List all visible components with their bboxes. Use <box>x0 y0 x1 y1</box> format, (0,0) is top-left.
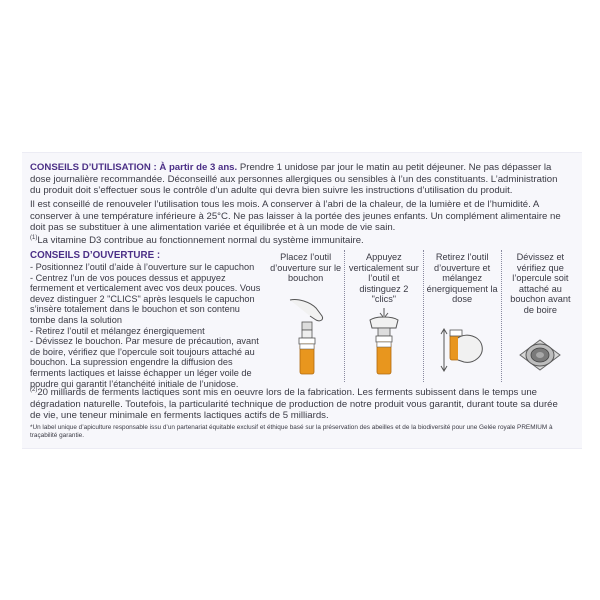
instructions-panel <box>22 152 582 449</box>
opening-step-3: - Retirez l’outil et mélangez énergiquement <box>30 325 205 336</box>
label-footnote: *Un label unique d’apiculture responsable issu d’un partenariat équitable exclusif et éthique basé sur la préservation des abeilles et de la biodiversité pour une Gelée royale PREMIUM à traçabilité garantie. <box>30 424 553 439</box>
step-1-text: Placez l’outil d’ouverture sur le bouchon <box>270 252 342 284</box>
hand-place-tool-icon <box>280 296 332 378</box>
step-press-tool <box>344 250 422 382</box>
footnote-mark-2: (2) <box>30 387 38 393</box>
usage-paragraph <box>30 162 570 197</box>
step-shake <box>423 250 501 382</box>
opening-steps-illustrated <box>267 250 579 382</box>
storage-paragraph: Il est conseillé de renouveler l’utilisation tous les mois. A conserver à l’abri de la chaleur, de la lumière et de l’humidité. A conserver à une température inférieure à 25°C. Ne pas laisser à la portée des jeunes enfants. Un complément alimentaire ne doit pas se substituer à une alimentation variée et équilibrée et à un mode de vie sain. <box>30 199 561 234</box>
ferments-text: 20 milliards de ferments lactiques sont mis en oeuvre lors de la fabrication. Les ferments subissent dans le temps une dégradation naturelle. Toutefois, la particularité technique de production de notre produit vous garantit, durant toute sa durée de vie, une teneur minimale en ferments lactiques actifs de 5 milliards. <box>30 387 558 422</box>
step-unscrew <box>501 250 579 382</box>
hand-shake-vial-icon <box>436 316 488 378</box>
hand-press-vial-icon <box>358 306 410 378</box>
step-3-text: Retirez l’outil d’ouverture et mélangez énergiquement la dose <box>426 252 498 305</box>
step-4-text: Dévissez et vérifiez que l’opercule soit attaché au bouchon avant de boire <box>510 252 571 315</box>
cap-seal-icon <box>514 332 566 378</box>
step-place-tool <box>267 250 344 382</box>
opening-instructions <box>30 262 262 389</box>
usage-text: Prendre 1 unidose par jour le matin au petit déjeuner. Ne pas dépasser la dose journalière recommandée. Déconseillé aux personnes allergiques ou sensibles à l’un des constituants. L’administration du produit doit s’effectuer sous le contrôle d’un adulte qui devra bien suivre les instructions d’utilisation du produit. <box>30 162 558 197</box>
opening-step-4: - Dévissez le bouchon. Par mesure de précaution, avant de boire, vérifiez que l’opercule soit toujours attaché au bouchon. La supression engendre la diffusion des ferments lactiques et laisse échapper un léger voile de poudre qui garantit l’étanchéité initiale de l’unidose. <box>30 336 259 389</box>
step-2-text: Appuyez verticalement sur l’outil et distinguez 2 "clics" <box>348 252 419 305</box>
footnote-mark-1: (1) <box>30 235 38 241</box>
usage-age: À partir de 3 ans. <box>159 162 238 173</box>
usage-heading: CONSEILS D’UTILISATION : <box>30 162 157 173</box>
vitamin-text: La vitamine D3 contribue au fonctionnement normal du système immunitaire. <box>37 235 364 247</box>
opening-heading: CONSEILS D’OUVERTURE : <box>30 250 161 261</box>
ferments-paragraph <box>30 385 570 422</box>
opening-step-2: - Centrez l’un de vos pouces dessus et appuyez fermement et verticalement avec vos deux pouces. Vous devez distinguer 2 "CLICS" après lesquels le capuchon s’insère totalement dans le bouchon et son contenu tombe dans la solution <box>30 272 261 325</box>
vitamin-note <box>30 233 570 247</box>
opening-step-1: - Positionnez l’outil d’aide à l’ouverture sur le capuchon <box>30 262 255 272</box>
